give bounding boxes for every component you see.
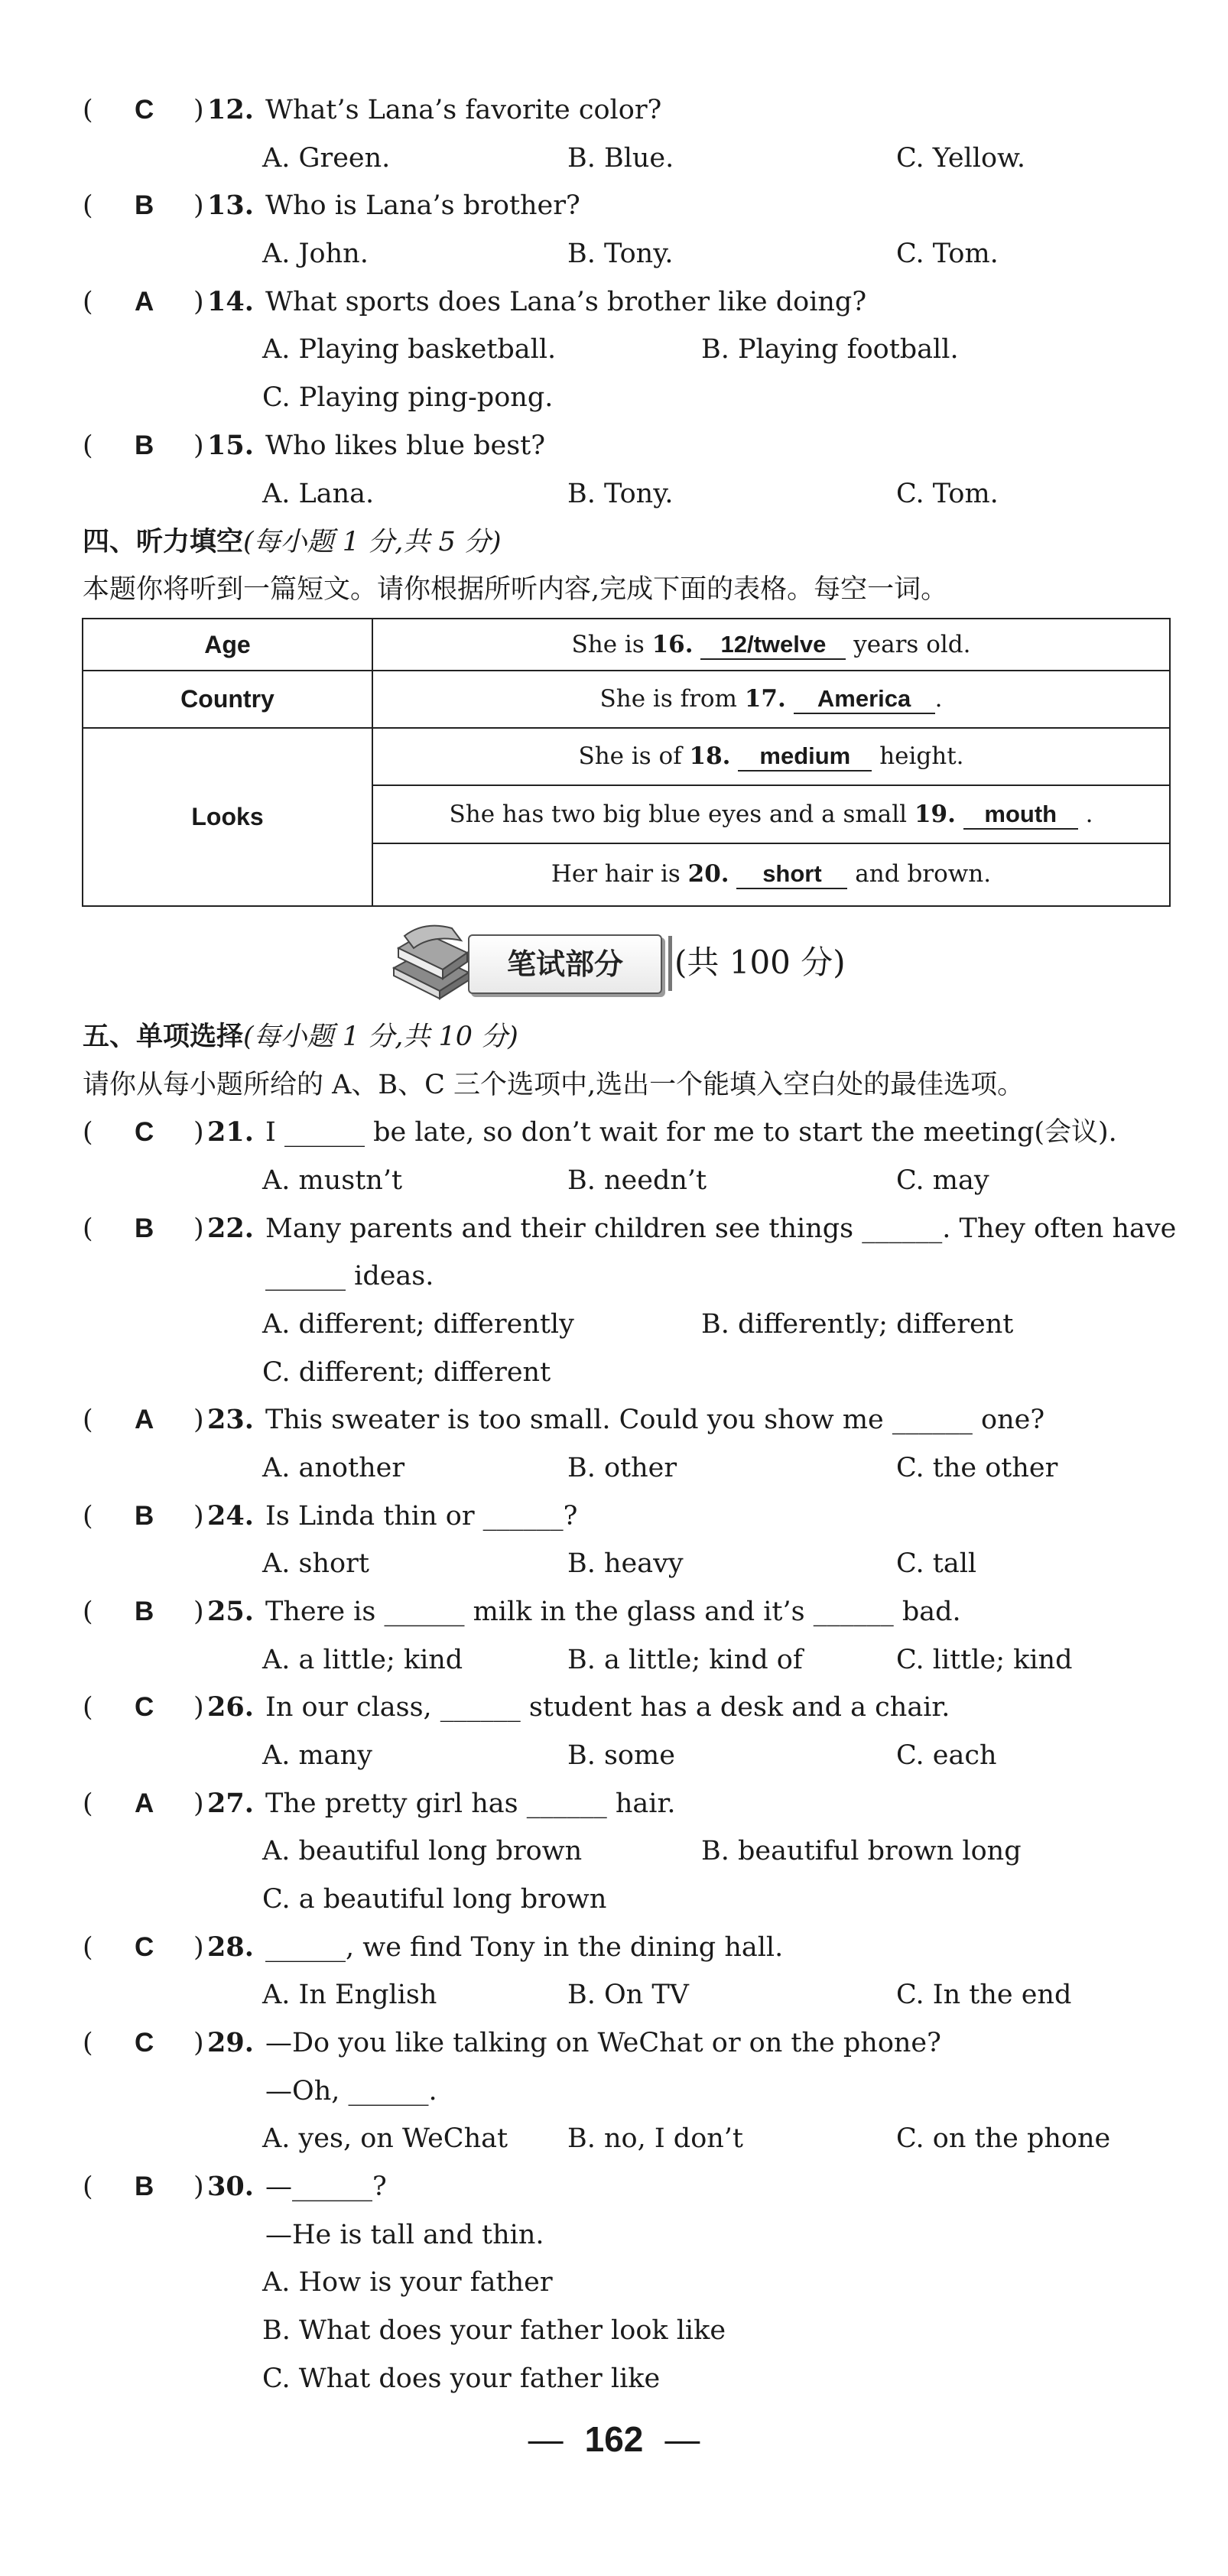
option-b: B. a little; kind of	[567, 1645, 803, 1675]
option-b: B. Blue.	[567, 143, 674, 174]
question-22-options-row2	[0, 1349, 1228, 1396]
question-30-option-b	[0, 2307, 1228, 2354]
answer-blank: medium	[738, 742, 872, 772]
answer-letter: B	[135, 190, 154, 220]
written-part-banner	[468, 934, 662, 994]
question-21: ( C ) 21. I ______ be late, so don’t wait for me to start the meeting(会议).	[0, 1109, 1228, 1156]
question-14	[0, 278, 1228, 326]
question-text: The pretty girl has ______ hair.	[265, 1788, 676, 1819]
banner-divider	[668, 936, 672, 991]
option-a: A. beautiful long brown	[262, 1836, 583, 1866]
question-27-options	[0, 1827, 1228, 1875]
question-number: 13.	[207, 190, 254, 221]
banner-title: 笔试部分	[506, 947, 623, 981]
question-23: ( A ) 23. This sweater is too small. Could you show me ______ one?	[0, 1396, 1228, 1444]
question-30-continued	[0, 2211, 1228, 2259]
option-c: C. In the end	[896, 1980, 1072, 2010]
question-text: In our class, ______ student has a desk and a chair.	[265, 1692, 950, 1723]
option-a: A. different; differently	[262, 1309, 574, 1340]
option-c: C. a beautiful long brown	[262, 1884, 607, 1915]
answer-paren-open: (	[83, 190, 93, 221]
option-b: B. beautiful brown long	[701, 1836, 1022, 1866]
question-text: Many parents and their children see things ______. They often have	[265, 1213, 1177, 1244]
option-b: B. needn’t	[567, 1165, 707, 1196]
question-30-option-c	[0, 2355, 1228, 2402]
question-29-continued	[0, 2068, 1228, 2115]
question-text: Who likes blue best?	[265, 430, 545, 461]
question-number: 12.	[207, 94, 254, 125]
option-c: C. the other	[896, 1453, 1058, 1483]
question-text: ______, we find Tony in the dining hall.	[265, 1932, 784, 1963]
question-13-options	[0, 230, 1228, 278]
question-number: 30.	[207, 2171, 254, 2202]
option-b: B. On TV	[567, 1980, 689, 2010]
option-a: A. another	[262, 1453, 405, 1483]
question-13	[0, 182, 1228, 229]
footer-dash-right: —	[664, 2419, 700, 2459]
question-text: What’s Lana’s favorite color?	[265, 95, 662, 125]
option-b: B. other	[567, 1453, 677, 1483]
answer-letter: B	[135, 1501, 154, 1531]
option-b: B. no, I don’t	[567, 2123, 743, 2154]
question-25-options	[0, 1636, 1228, 1684]
answer-letter: C	[135, 95, 154, 125]
question-29-options	[0, 2115, 1228, 2162]
answer-paren-close: )	[193, 95, 204, 125]
question-26: ( C ) 26. In our class, ______ student has a desk and a chair.	[0, 1684, 1228, 1731]
option-b: B. heavy	[567, 1548, 684, 1579]
blank-number: 16.	[651, 631, 694, 658]
question-12	[0, 86, 1228, 134]
row-age: She is 16. 12/twelve years old.	[571, 631, 971, 658]
option-a: A. short	[262, 1548, 369, 1579]
question-text: There is ______ milk in the glass and it’s ______ bad.	[265, 1597, 961, 1627]
footer-dash-left: —	[528, 2419, 564, 2459]
listening-table	[82, 618, 1171, 907]
question-number: 28.	[207, 1931, 254, 1963]
answer-letter: A	[135, 1788, 154, 1818]
option-a: A. In English	[262, 1980, 437, 2010]
section-title: 五、单项选择	[83, 1022, 244, 1052]
question-number: 23.	[207, 1404, 254, 1435]
question-30-option-a	[0, 2259, 1228, 2306]
option-c: C. Tom.	[896, 239, 999, 269]
option-c: C. may	[896, 1165, 989, 1196]
question-text: —______?	[265, 2172, 387, 2202]
blank-number: 20.	[687, 860, 729, 888]
question-number: 14.	[207, 286, 254, 317]
books-icon	[386, 918, 474, 1003]
question-number: 27.	[207, 1788, 254, 1819]
question-text: This sweater is too small. Could you show me ______ one?	[265, 1405, 1045, 1435]
option-a: A. John.	[262, 239, 369, 269]
section-points: (每小题 1 分,共 10 分)	[243, 1022, 518, 1052]
answer-paren-open: (	[83, 430, 93, 461]
option-a: A. Playing basketball.	[262, 334, 557, 365]
answer-letter: C	[135, 2028, 154, 2058]
option-a: A. yes, on WeChat	[262, 2123, 508, 2154]
answer-paren-close: )	[193, 190, 204, 221]
question-14-options	[0, 326, 1228, 373]
question-number: 22.	[207, 1213, 254, 1244]
option-a: A. mustn’t	[262, 1165, 403, 1196]
answer-blank: mouth	[963, 801, 1078, 830]
question-text: What sports does Lana’s brother like doing?	[265, 287, 867, 317]
section-5-heading	[83, 1013, 518, 1061]
row-eyes: She has two big blue eyes and a small 19. mouth .	[449, 801, 1093, 828]
option-c: C. Yellow.	[896, 143, 1025, 174]
blank-number: 18.	[689, 742, 731, 770]
question-27-options-row2	[0, 1876, 1228, 1923]
question-29: ( C ) 29. —Do you like talking on WeChat or on the phone?	[0, 2019, 1228, 2067]
question-12-options	[0, 135, 1228, 182]
row-label-looks: Looks	[191, 803, 264, 830]
answer-letter: B	[135, 430, 154, 460]
option-a: A. a little; kind	[262, 1645, 463, 1675]
page-footer	[0, 2409, 1228, 2470]
row-country: She is from 17. America .	[599, 685, 943, 713]
question-number: 15.	[207, 430, 254, 461]
question-text: I ______ be late, so don’t wait for me to start the meeting(会议).	[265, 1117, 1117, 1148]
page-number: 162	[584, 2419, 644, 2459]
question-26-options	[0, 1732, 1228, 1779]
question-30: ( B ) 30. —______?	[0, 2163, 1228, 2211]
answer-blank: short	[736, 860, 847, 889]
answer-letter: B	[135, 1213, 154, 1243]
option-c: C. on the phone	[896, 2123, 1111, 2154]
question-22-continued	[0, 1252, 1228, 1300]
section-points: (每小题 1 分,共 5 分)	[243, 527, 502, 557]
answer-letter: A	[135, 287, 154, 317]
row-height: She is of 18. medium height.	[578, 742, 964, 770]
option-c: C. tall	[896, 1548, 977, 1579]
option-b: B. Playing football.	[701, 334, 959, 365]
option-c: C. each	[896, 1740, 997, 1771]
answer-letter: B	[135, 2172, 154, 2201]
question-text: Who is Lana’s brother?	[265, 190, 580, 221]
answer-letter: C	[135, 1692, 154, 1722]
question-text: Is Linda thin or ______?	[265, 1501, 578, 1532]
option-a: A. Lana.	[262, 479, 375, 509]
option-a: A. How is your father	[262, 2267, 553, 2298]
question-text: —He is tall and thin.	[265, 2220, 544, 2250]
question-24-options	[0, 1540, 1228, 1587]
question-number: 21.	[207, 1116, 254, 1148]
answer-letter: A	[135, 1405, 154, 1434]
option-b: B. Tony.	[567, 479, 674, 509]
option-c: C. Playing ping-pong.	[262, 382, 554, 413]
answer-blank: America	[794, 685, 935, 714]
answer-paren-open: (	[83, 95, 93, 125]
question-text: —Oh, ______.	[265, 2076, 437, 2107]
section-4-heading	[83, 518, 502, 566]
question-24: ( B ) 24. Is Linda thin or ______?	[0, 1493, 1228, 1540]
option-b: B. Tony.	[567, 239, 674, 269]
blank-number: 19.	[914, 801, 956, 828]
question-number: 29.	[207, 2027, 254, 2058]
row-label-country: Country	[180, 685, 275, 713]
row-hair: Her hair is 20. short and brown.	[551, 860, 992, 888]
question-number: 26.	[207, 1691, 254, 1723]
answer-letter: C	[135, 1932, 154, 1962]
question-15	[0, 422, 1228, 469]
question-14-options-row2	[0, 374, 1228, 421]
row-label-age: Age	[204, 631, 251, 658]
blank-number: 17.	[744, 685, 786, 713]
question-22-options	[0, 1301, 1228, 1348]
section-title: 四、听力填空	[83, 527, 244, 557]
option-a: A. many	[262, 1740, 372, 1771]
section-5-instruction: 请你从每小题所给的 A、B、C 三个选项中,选出一个能填入空白处的最佳选项。	[83, 1070, 1025, 1100]
option-c: C. What does your father like	[262, 2363, 661, 2394]
question-number: 24.	[207, 1500, 254, 1532]
question-27: ( A ) 27. The pretty girl has ______ hair.	[0, 1780, 1228, 1827]
section-4-instruction: 本题你将听到一篇短文。请你根据所听内容,完成下面的表格。每空一词。	[83, 574, 948, 605]
answer-letter: C	[135, 1117, 154, 1147]
answer-paren-open: (	[83, 287, 93, 317]
answer-paren-close: )	[193, 430, 204, 461]
answer-blank: 12/twelve	[700, 631, 846, 660]
option-b: B. What does your father look like	[262, 2315, 726, 2346]
question-15-options	[0, 470, 1228, 518]
answer-paren-close: )	[193, 287, 204, 317]
option-b: B. some	[567, 1740, 675, 1771]
question-22: ( B ) 22. Many parents and their children see things ______. They often have	[0, 1205, 1228, 1252]
question-text: ______ ideas.	[265, 1261, 434, 1291]
question-23-options	[0, 1444, 1228, 1492]
option-b: B. differently; different	[701, 1309, 1014, 1340]
option-c: C. different; different	[262, 1357, 551, 1388]
question-number: 25.	[207, 1596, 254, 1627]
question-21-options	[0, 1157, 1228, 1204]
answer-letter: B	[135, 1597, 154, 1626]
option-a: A. Green.	[262, 143, 391, 174]
banner-score: (共 100 分)	[674, 944, 846, 981]
question-28: ( C ) 28. ______, we find Tony in the dining hall.	[0, 1924, 1228, 1971]
option-c: C. little; kind	[896, 1645, 1073, 1675]
option-c: C. Tom.	[896, 479, 999, 509]
question-28-options	[0, 1971, 1228, 2019]
question-25: ( B ) 25. There is ______ milk in the glass and it’s ______ bad.	[0, 1588, 1228, 1636]
question-text: —Do you like talking on WeChat or on the phone?	[265, 2028, 941, 2058]
